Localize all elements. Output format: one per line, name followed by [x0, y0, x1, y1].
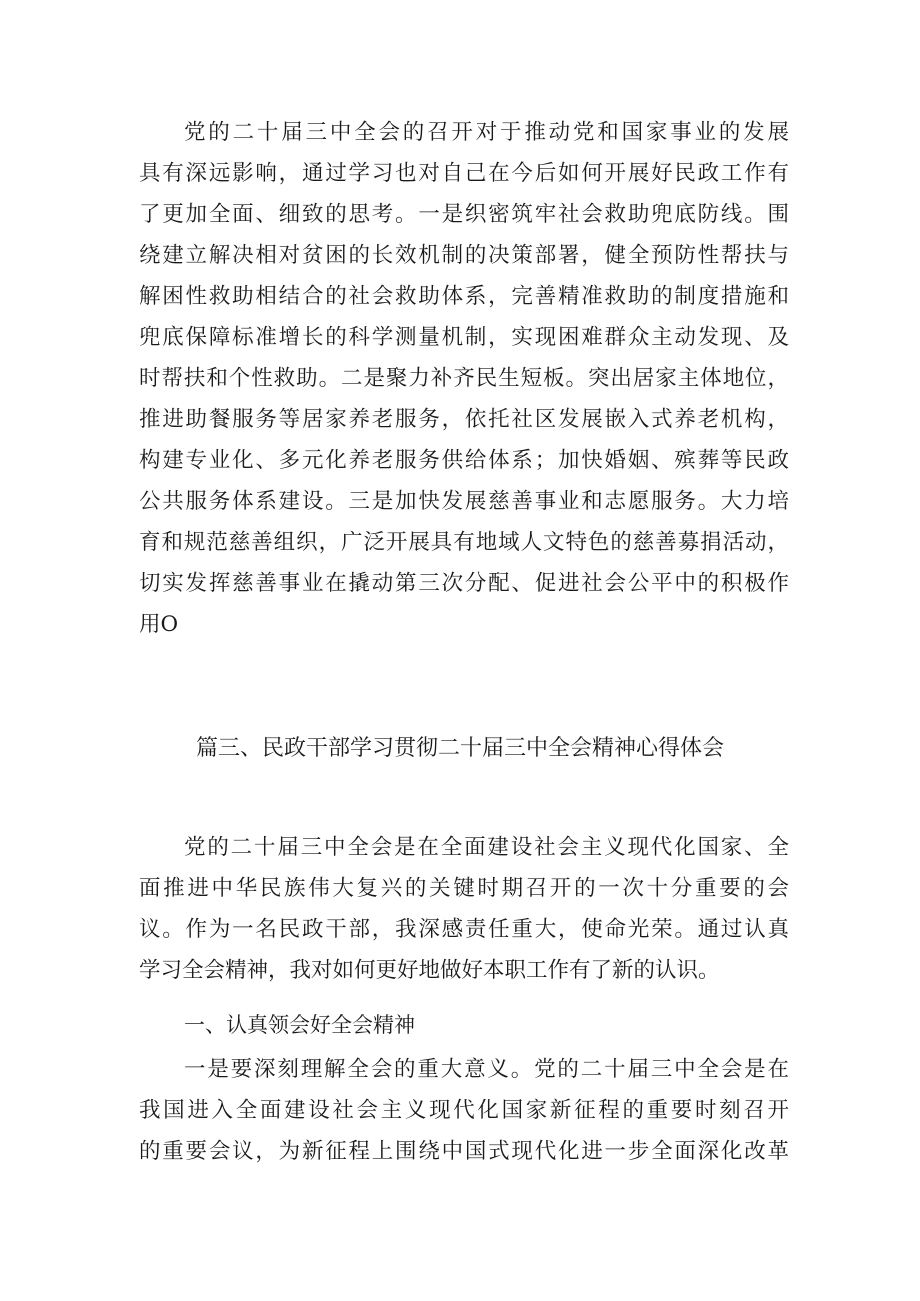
subheading: 一、认真领会好全会精神: [184, 1013, 415, 1037]
text-line: 绕建立解决相对贫困的长效机制的决策部署，健全预防性帮扶与: [139, 243, 789, 268]
text-line: 了更加全面、细致的思考。一是织密筑牢社会救助兜底防线。围: [139, 202, 789, 227]
text-line: 一是要深刻理解全会的重大意义。党的二十届三中全会是在: [184, 1057, 789, 1082]
text-line: 学习全会精神，我对如何更好地做好本职工作有了新的认识。: [139, 958, 720, 983]
text-line: 具有深远影响，通过学习也对自己在今后如何开展好民政工作有: [139, 161, 789, 186]
text-line: 的重要会议，为新征程上围绕中国式现代化进一步全面深化改革: [139, 1139, 789, 1164]
text-line: 党的二十届三中全会是在全面建设社会主义现代化国家、全: [184, 835, 789, 860]
text-line: 时帮扶和个性救助。二是聚力补齐民生短板。突出居家主体地位，: [139, 366, 789, 391]
text-line: 议。作为一名民政干部，我深感责任重大，使命光荣。通过认真: [139, 917, 789, 942]
text-line: 公共服务体系建设。三是加快发展慈善事业和志愿服务。大力培: [139, 489, 789, 514]
text-line: 兜底保障标准增长的科学测量机制，实现困难群众主动发现、及: [139, 325, 789, 350]
text-line: 用O: [139, 612, 179, 637]
text-line: 育和规范慈善组织，广泛开展具有地域人文特色的慈善募捐活动，: [139, 530, 789, 555]
text-line: 我国进入全面建设社会主义现代化国家新征程的重要时刻召开: [139, 1098, 789, 1123]
text-line: 面推进中华民族伟大复兴的关键时期召开的一次十分重要的会: [139, 876, 789, 901]
text-line: 构建专业化、多元化养老服务供给体系；加快婚姻、殡葬等民政: [139, 448, 789, 473]
text-line: 推进助餐服务等居家养老服务，依托社区发展嵌入式养老机构，: [139, 407, 789, 432]
section-title: 篇三、民政干部学习贯彻二十届三中全会精神心得体会: [195, 736, 724, 761]
text-line: 切实发挥慈善事业在撬动第三次分配、促进社会公平中的积极作: [139, 571, 789, 596]
text-line: 党的二十届三中全会的召开对于推动党和国家事业的发展: [184, 120, 789, 145]
text-line: 解困性救助相结合的社会救助体系，完善精准救助的制度措施和: [139, 284, 789, 309]
